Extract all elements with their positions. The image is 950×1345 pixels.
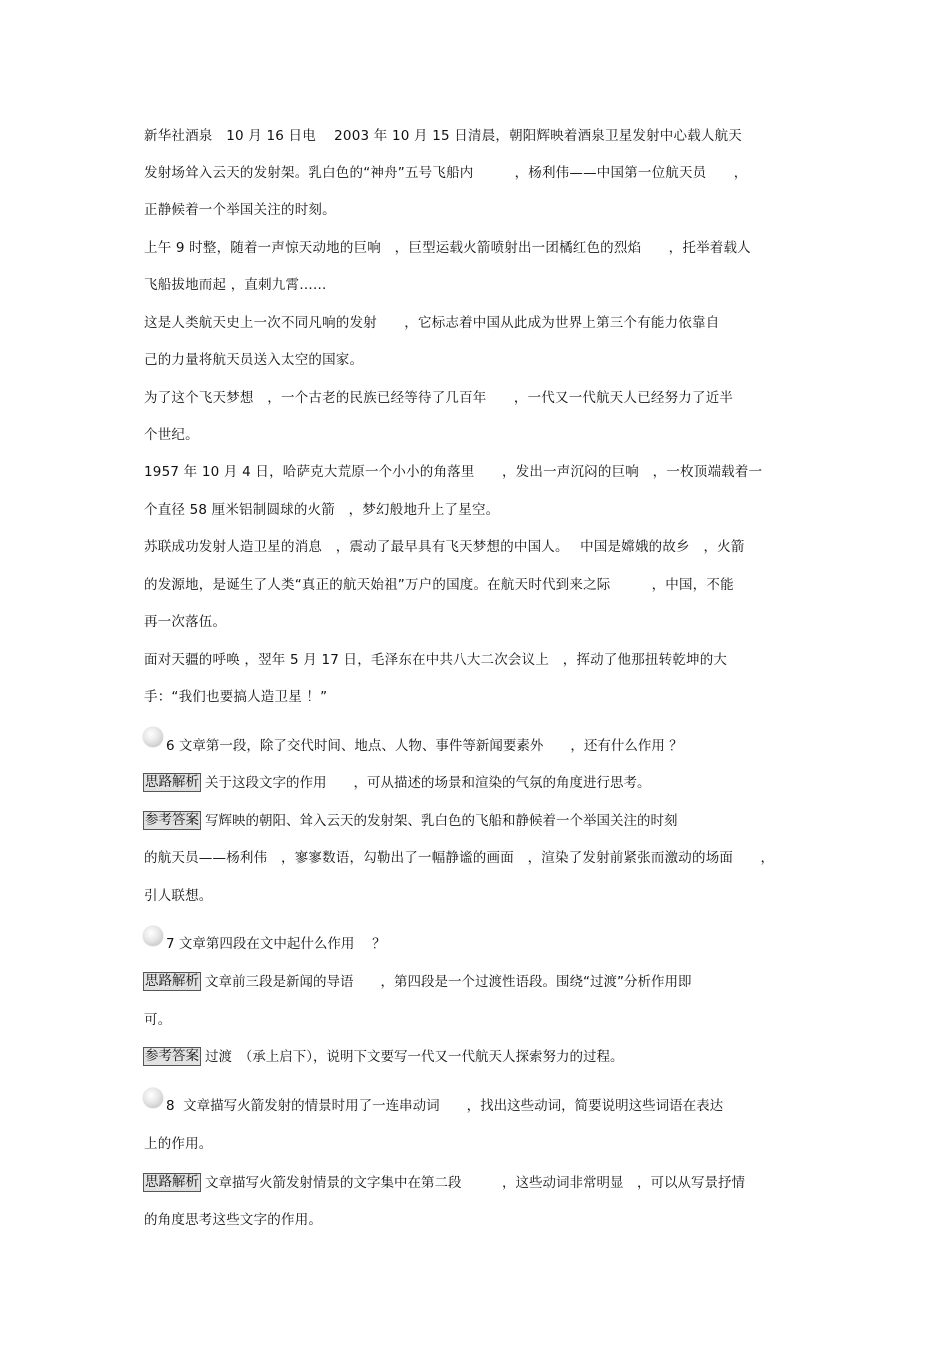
- question-bullet-icon: [143, 727, 163, 747]
- hint-text: 可。: [144, 1012, 172, 1028]
- passage-line: 飞船拔地而起 ，直刺九霄……: [144, 277, 327, 293]
- passage-line: 发射场耸入云天的发射架。乳白色的“神舟”五号飞船内 ，杨利伟——中国第一位航天员 ，: [144, 165, 748, 181]
- passage-line: 手：“我们也要搞人造卫星 ！”: [144, 689, 328, 705]
- question-text: 7 文章第四段在文中起什么作用 ？: [166, 936, 386, 952]
- answer-label: 参考答案: [145, 1048, 199, 1064]
- hint-text: 的角度思考这些文字的作用。: [144, 1212, 323, 1228]
- hint-label: 思路解析: [145, 1174, 199, 1190]
- passage-line: 个世纪。: [144, 427, 199, 443]
- passage-line: 个直径 58 厘米铝制圆球的火箭 ，梦幻般地升上了星空。: [144, 502, 500, 518]
- hint-text: 文章描写火箭发射情景的文字集中在第二段 ，这些动词非常明显 ，可以从写景抒情: [205, 1175, 745, 1191]
- hint-text: 关于这段文字的作用 ，可从描述的场景和渲染的气氛的角度进行思考。: [205, 775, 651, 791]
- passage-line: 正静候着一个举国关注的时刻。: [144, 202, 336, 218]
- question-text: 6 文章第一段，除了交代时间、地点、人物、事件等新闻要素外 ，还有什么作用 ？: [166, 738, 683, 754]
- passage-line: 面对天疆的呼唤 ，翌年 5 月 17 日，毛泽东在中共八大二次会议上 ，挥动了他那扭转乾坤的大: [144, 652, 728, 668]
- question-text: 8 文章描写火箭发射的情景时用了一连串动词 ，找出这些动词，简要说明这些词语在表达: [166, 1098, 724, 1114]
- passage-line: 再一次落伍。: [144, 614, 227, 630]
- question-bullet-icon: [143, 926, 163, 946]
- passage-line: 这是人类航天史上一次不同凡响的发射 ，它标志着中国从此成为世界上第三个有能力依靠自: [144, 315, 720, 331]
- answer-label: 参考答案: [145, 812, 199, 828]
- answer-text: 引人联想。: [144, 888, 213, 904]
- passage-line: 新华社酒泉 10 月 16 日电 2003 年 10 月 15 日清晨，朝阳辉映着酒泉卫星发射中心载人航天: [144, 128, 742, 144]
- question-text: 上的作用。: [144, 1136, 213, 1152]
- passage-line: 上午 9 时整，随着一声惊天动地的巨响 ，巨型运载火箭喷射出一团橘红色的烈焰 ，托举着载人: [144, 240, 751, 256]
- answer-text: 的航天员——杨利伟 ，寥寥数语，勾勒出了一幅静谧的画面 ，渲染了发射前紧张而激动的场面 ，: [144, 850, 775, 866]
- hint-label: 思路解析: [145, 973, 199, 989]
- hint-label: 思路解析: [145, 774, 199, 790]
- question-bullet-icon: [143, 1088, 163, 1108]
- passage-line: 己的力量将航天员送入太空的国家。: [144, 352, 364, 368]
- passage-line: 的发源地，是诞生了人类“真正的航天始祖”万户的国度。在航天时代到来之际 ，中国，不能: [144, 577, 734, 593]
- passage-line: 为了这个飞天梦想 ，一个古老的民族已经等待了几百年 ，一代又一代航天人已经努力了近半: [144, 390, 734, 406]
- answer-text: 过渡 （承上启下），说明下文要写一代又一代航天人探索努力的过程。: [205, 1049, 624, 1065]
- passage-line: 1957 年 10 月 4 日，哈萨克大荒原一个小小的角落里 ，发出一声沉闷的巨响 ，一枚顶端载着一: [144, 464, 763, 480]
- hint-text: 文章前三段是新闻的导语 ，第四段是一个过渡性语段。围绕“过渡”分析作用即: [205, 974, 692, 990]
- passage-line: 苏联成功发射人造卫星的消息 ，震动了最早具有飞天梦想的中国人。 中国是嫦娥的故乡 ，火箭: [144, 539, 745, 555]
- answer-text: 写辉映的朝阳、耸入云天的发射架、乳白色的飞船和静候着一个举国关注的时刻: [205, 813, 678, 829]
